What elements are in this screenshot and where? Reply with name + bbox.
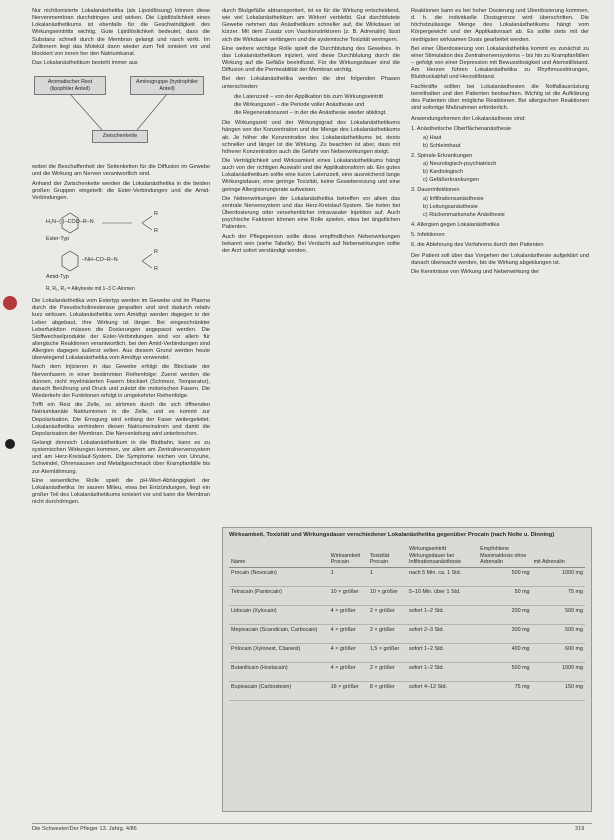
table-cell: 1,5 × größer (368, 643, 407, 662)
ester-type-label: Ester-Typ (46, 236, 70, 243)
table-cell: 2 × größer (368, 662, 407, 681)
list-item: die Wirkungszeit – die Periode voller Anästhesie und (234, 101, 365, 108)
anesthetics-table (229, 545, 585, 701)
table-row (229, 624, 585, 643)
paragraph: Nur nichtionisierte Lokalanästhetika (als Lipoidlösung) können diese Nervenmembran durchdringen und wirken. Die Lipidlöslichkeit eines Lokalanästhetikums ist ebenfalls für die Geschwindigkeit des Wirkungseintritts wichtig. Gute Lipidlöslichkeit bedeutet, dass die Substanz schnell durch die Membran gelangt und rasch wirkt. Im Zellinnern liegt das Molekül dann wieder zum Teil ionisiert vor und blockiert von innen her den Natriumkanal. (32, 8, 210, 57)
text-column-1 (32, 8, 210, 828)
diagram-connectors (32, 72, 210, 158)
paragraph: Bei den Lokalanästhetika werden die drei folgenden Phasen unterschieden: (222, 76, 400, 90)
table-cell: Bupivacain (Carbostesin) (229, 681, 329, 700)
list-item: a) Neurologisch-psychiatrisch (423, 160, 497, 167)
list-item: 5. Infektionen (411, 232, 445, 239)
table-cell: 8 × größer (368, 681, 407, 700)
list-item: 3. Dauerinfektionen (411, 187, 460, 194)
table-cell: 10 × größer (329, 586, 368, 605)
r-label: R (154, 266, 158, 273)
paragraph: Der Patient soll über das Vorgehen der Lokalanästhesie aufgeklärt und danach überwacht werden, bis die Wirkung abgeklungen ist. (411, 252, 589, 266)
table-cell: sofort 1–2 Std. (407, 643, 478, 662)
paragraph: Anhand der Zwischenkette werden die Lokalanästhetika in die beiden großen Gruppen eingeteilt: die Ester-Verbindungen und die Amid-Verbindungen. (32, 180, 210, 201)
table-cell: 50 mg (478, 586, 531, 605)
table-cell: 500 mg (478, 662, 531, 681)
paragraph: Auch der Pflegeperson sollte diese empfindlichen Nebenwirkungen bekannt sein (siehe Tabelle). Bei Verdacht auf Nebenwirkungen sollte der Arzt sofort verständigt werden. (222, 233, 400, 254)
table-cell: 300 mg (478, 624, 531, 643)
column-header: Empfohlene Maximaldosis ohne Adrenalin (478, 545, 531, 567)
footer-rule (32, 823, 592, 824)
table-cell: 1000 mg (532, 662, 585, 681)
text-column-3 (411, 8, 589, 528)
column-header: mit Adrenalin (532, 545, 585, 567)
table-cell: 5–10 Min. über 1 Std. (407, 586, 478, 605)
list-item: b) Schleimhaut (423, 142, 461, 149)
table-cell: 75 mg (532, 586, 585, 605)
paragraph: Die Lokalanästhetika vom Estertyp werden im Gewebe und im Plasma durch die Pseudocholinesterase gespalten und sind dadurch relativ kurz wirksam. Lokalanästhetika vom Amidtyp werden dagegen in der Leber abgebaut, ihre Wirkung ist länger. Bei eingeschränkter Leberfunktion müssen die Dosierungen angepasst werden. Die Stoffwechselprodukte der Ester-Verbindungen sind vor allem für allergische Reaktionen verantwortlich, bei den Amid-Verbindungen sind Allergien dagegen äußerst selten. Aus diesem Grund werden heute überwiegend Lokalanästhetika vom Amidtyp verwendet. (32, 298, 210, 362)
table-row (229, 605, 585, 624)
list-item: 4. Allergien gegen Lokalanästhetika (411, 222, 500, 229)
table-cell: 4 × größer (329, 624, 368, 643)
table-cell: 200 mg (478, 605, 531, 624)
table-cell: 600 mg (532, 643, 585, 662)
chemical-structures (32, 206, 210, 296)
paragraph: Trifft ein Reiz die Zelle, so strömen durch die sich öffnenden Natriumkanäle Natriumionen in die Zelle, und es kommt zur Depolarisation. Die Erregung wird entlang der Faser weitergeleitet. Lokalanästhetika verhindern diesen Natriumeinstrom und damit die Depolarisation der Membran. Die Nervenleitung wird unterbrochen. (32, 402, 210, 437)
paragraph: Die Verträglichkeit und Wirksamkeit eines Lokalanästhetikums hängt auch von der richtigen Auswahl und der Applikationsform ab. Ein gutes Lokalanästhetikum sollte eine kurze Latenzzeit, eine ausreichend lange Wirkungsdauer, eine geringe Toxizität, keine Gewebereizung und eine geringe Allergisierungsrate aufweisen. (222, 157, 400, 193)
list-item: a) Haut (423, 134, 442, 141)
column-header: Wirkungseintritt Wirkungsdauer bei Infiltrationsanästhesie (407, 545, 478, 567)
list-item: a) Infiltrationsanästhesie (423, 195, 484, 202)
journal-footer: Die Schwester/Der Pfleger 13. Jahrg. 4/86 (32, 826, 137, 832)
table-row (229, 681, 585, 700)
column-header: Toxizität Procain (368, 545, 407, 567)
table-cell: 75 mg (478, 681, 531, 700)
list-item: die Regenerationszeit – in der die Anästhesie wieder abklingt. (234, 110, 387, 117)
table-cell: 4 × größer (329, 643, 368, 662)
r-label: R (154, 211, 158, 218)
paragraph: Eine wesentliche Rolle spielt die pH-Wert-Abhängigkeit der Lokalanästhetika: Im sauren Milieu, etwa bei Entzündungen, liegt ein großer Teil des Lokalanästhetikums ionisiert vor und kann die Membran nicht durchdringen. (32, 477, 210, 506)
table-title: Wirksamkeit, Toxizität und Wirkungsdauer verschiedener Lokalanästhetika gegenüber Procain (nach Nolte u. Dinning) (229, 532, 555, 538)
page-number: 319 (575, 826, 585, 832)
table-cell: 2 × größer (368, 624, 407, 643)
paragraph: Die Kenntnisse von Wirkung und Nebenwirkung der (411, 268, 540, 275)
diagram-box-aromatic: Aromatischer Rest (lipophiler Anteil) (34, 76, 106, 95)
table-cell: Butanilicain (Hostacain) (229, 662, 329, 681)
table-header-row (229, 545, 585, 567)
structure-diagram (32, 72, 210, 158)
paragraph: durch Blutgefäße abtransportiert, ist es für die Wirkung entscheidend, wie viel Lokalanästhetikum am Wirkort verbleibt. Gut durchblutete Gewebe nehmen das Anästhetikum schneller auf, die Wirkdauer ist kürzer. Mit dem Zusatz von Vasokonstriktoren (z. B. Adrenalin) lässt sich die Wirkdauer verlängern und die systemische Toxizität verringern. (222, 8, 400, 43)
table-row (229, 567, 585, 586)
paragraph: Die Wirkungszeit und der Wirkungsgrad des Lokalanästhetikums hängen von der Konzentration und der Menge des Lokalanästhetikums ab. Je höher die Konzentration des Lokalanästhetikums ist, desto schneller und länger ist die Wirkung. Zu beachten ist aber, dass mit höherer Konzentration auch die Gefahr von Nebenwirkungen steigt. (222, 120, 400, 155)
paragraph: Reaktionen kann es bei hoher Dosierung und Überdosierung kommen, d. h. die individuelle Dosisgrenze wird überschritten. Die höchstzulässige Menge des Lokalanästhetikums hängt vom Körpergewicht und der Applikationsart ab. Es sollte stets mit der niedrigsten wirksamen Dosis gearbeitet werden. (411, 8, 589, 43)
r-label: R (154, 228, 158, 235)
table-cell: 1 (329, 567, 368, 586)
paragraph: Bei einer Überdosierung von Lokalanästhetika kommt es zunächst zu einer Stimulation des Zentralnervensystems – bis hin zu Krampfanfällen – gefolgt von einer Depression mit Bewusstlosigkeit und Atemstillstand. Am Herzen führen Lokalanästhetika zu Rhythmusstörungen, Blutdruckabfall und Herzstillstand. (411, 45, 589, 81)
table-cell: 1 (368, 567, 407, 586)
column-header: Name (229, 545, 329, 567)
table-row (229, 643, 585, 662)
r-label: R (154, 249, 158, 256)
list-item: b) Leitungsanästhesie (423, 203, 478, 210)
paragraph: wobei die Beschaffenheit der Seitenketten für die Diffusion im Gewebe und die Wirkung am Nerven verantwortlich sind. (32, 164, 210, 178)
table-row (229, 586, 585, 605)
table-cell: sofort 2–3 Std. (407, 624, 478, 643)
diagram-box-amino: Aminogruppe (hydrophiler Anteil) (130, 76, 204, 95)
list-item: b) Kardiologisch (423, 169, 464, 176)
list-item: die Latenzzeit – von der Applikation bis zum Wirkungseintritt (234, 93, 383, 100)
list-item: 6. die Ablehnung des Verfahrens durch den Patienten (411, 242, 544, 249)
table-cell: Prilocain (Xylonest, Citanest) (229, 643, 329, 662)
margin-marker-icon (5, 439, 15, 449)
table-cell: Mepivacain (Scandicain, Carbocain) (229, 624, 329, 643)
table-cell: sofort 4–12 Std. (407, 681, 478, 700)
paragraph: Gelangt dennoch Lokalanästhetikum in die Blutbahn, kann es zu systemischen Wirkungen kommen, vor allem am Zentralnervensystem und am Herz-Kreislauf-System. Die Symptome reichen von Unruhe, Schwindel, Ohrensausen und Metallgeschmack über Krampfanfälle bis zur Atemlähmung. (32, 440, 210, 475)
table-cell: sofort 1–2 Std. (407, 662, 478, 681)
table-cell: 500 mg (532, 624, 585, 643)
table-cell: 400 mg (478, 643, 531, 662)
anesthetics-table-box (222, 527, 592, 812)
table-cell: nach 5 Min. ca. 1 Std. (407, 567, 478, 586)
ester-formula: H₂N–⟨ ⟩–COO–R–N (46, 219, 94, 226)
table-cell: 4 × größer (329, 605, 368, 624)
paragraph: Eine weitere wichtige Rolle spielt die Durchblutung des Gewebes. In das Lokalanästhetikum injiziert, wird diese Durchblutung durch die Wirkung auf die Gefäße beeinflusst. Für die Wirkungsdauer sind die Diffusion und die Permeabilität der Membran wichtig. (222, 45, 400, 74)
paragraph: Das Lokalanästhetikum besteht immer aus (32, 60, 138, 67)
paragraph: Anwendungsformen der Lokalanästhesie sind: (411, 116, 526, 123)
paragraph: Nach dem Injizieren in das Gewebe erfolgt die Blockade der Nervenfasern in einer bestimmten Reihenfolge: Zuerst werden die dünnen, nicht myelinisierten Fasern blockiert (Schmerz, Temperatur), danach Berührung und Druck und zuletzt die motorischen Fasern. Die Wiederkehr der Funktionen erfolgt in umgekehrter Reihenfolge. (32, 364, 210, 400)
table-cell: 500 mg (532, 605, 585, 624)
table-cell: Tetracain (Pantocain) (229, 586, 329, 605)
table-cell: 4 × größer (329, 662, 368, 681)
table-cell: 2 × größer (368, 605, 407, 624)
table-cell: Lidocain (Xylocain) (229, 605, 329, 624)
table-cell: 16 × größer (329, 681, 368, 700)
chem-legend: R, R₁, R₂ = Alkylreste mit 1–3 C-Atomen (46, 286, 135, 293)
paragraph: Die Nebenwirkungen der Lokalanästhetika betreffen vor allem das zentrale Nervensystem und das Herz-Kreislauf-System. Sie treten bei Überdosierung oder versehentlicher intravasaler Injektion auf. Auch psychische Faktoren können eine Rolle spielen, etwa bei ängstlichen Patienten. (222, 195, 400, 231)
table-cell: 1000 mg (532, 567, 585, 586)
forms-list (411, 126, 589, 249)
paragraph: Fachkräfte sollten bei Lokalanästhesien die Notfallausrüstung bereithalten und den Patienten beobachten. Wichtig ist die Aufklärung des Patienten über mögliche Reaktionen. Bei allergischen Reaktionen sind sofortige Maßnahmen erforderlich. (411, 83, 589, 112)
table-cell: Procain (Novocain) (229, 567, 329, 586)
diagram-box-chain: Zwischenkette (92, 130, 148, 143)
table-cell: 500 mg (478, 567, 531, 586)
list-item: c) Rückenmarksnahe Anästhesie (423, 211, 505, 218)
amid-type-label: Amid-Typ (46, 274, 69, 281)
list-item: c) Gefäßerkrankungen (423, 177, 479, 184)
list-item: 1. Anästhetische Oberflächenanästhesie (411, 126, 512, 133)
table-row (229, 662, 585, 681)
table-cell: 10 × größer (368, 586, 407, 605)
amid-formula: –NH–CO–R–N (82, 257, 118, 264)
margin-marker-icon (3, 296, 17, 310)
column-header: Wirksamkeit Procain (329, 545, 368, 567)
phases-list (222, 94, 400, 117)
table-cell: 150 mg (532, 681, 585, 700)
table-cell: sofort 1–2 Std. (407, 605, 478, 624)
list-item: 2. Spinale Erkrankungen (411, 152, 473, 159)
